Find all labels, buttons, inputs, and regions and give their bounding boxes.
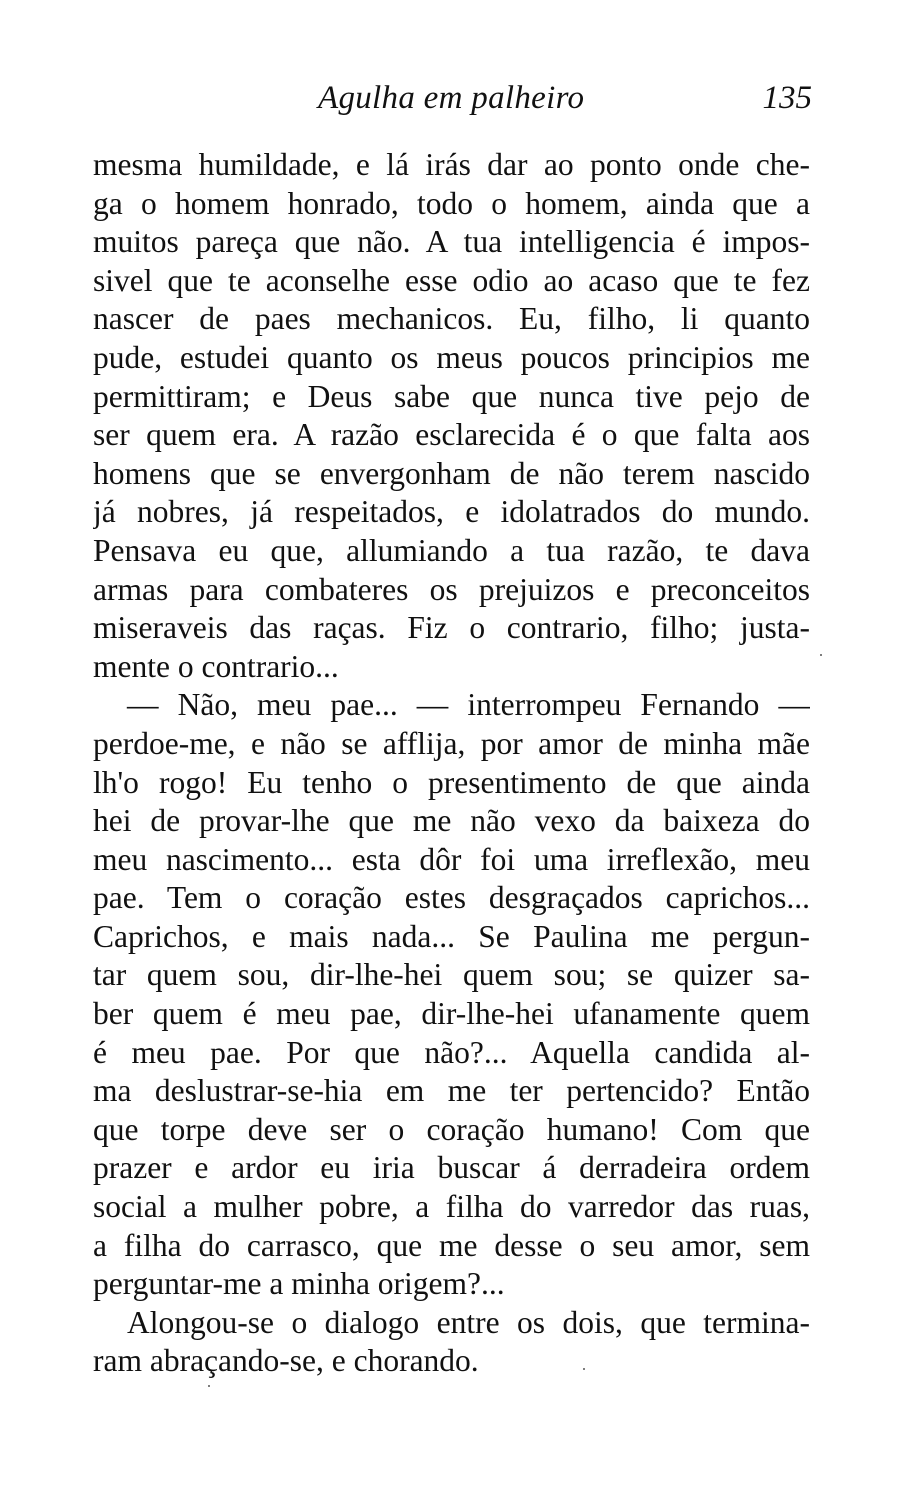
- running-head: [92, 80, 812, 124]
- text-line: mesma humildade, e lá irás dar ao ponto onde che-: [93, 147, 810, 182]
- text-line: social a mulher pobre, a filha do varredor das ruas,: [93, 1189, 810, 1225]
- text-line: Caprichos, e mais nada... Se Paulina me pergun-: [93, 918, 810, 954]
- text-line: ga o homem honrado, todo o homem, ainda que a: [93, 185, 810, 221]
- text-line: permittiram; e Deus sabe que nunca tive pejo de: [93, 378, 810, 414]
- text-line: homens que se envergonham de não terem nascido: [93, 455, 810, 491]
- text-line: mente o contrario...: [93, 648, 339, 684]
- text-line: sivel que te aconselhe esse odio ao acaso que te fez: [93, 262, 810, 298]
- print-speck: [208, 1385, 210, 1387]
- text-line: é meu pae. Por que não?... Aquella candida al-: [93, 1034, 810, 1070]
- paragraph-1: [93, 146, 810, 686]
- text-line: prazer e ardor eu iria buscar á derradeira ordem: [93, 1150, 810, 1186]
- text-line: Alongou-se o dialogo entre os dois, que termina-: [127, 1304, 810, 1340]
- body-text: [93, 146, 810, 1381]
- text-line: miseraveis das raças. Fiz o contrario, filho; justa-: [93, 610, 810, 646]
- text-line: ram abraçando-se, e chorando.: [93, 1343, 479, 1379]
- text-line: a filha do carrasco, que me desse o seu amor, sem: [93, 1227, 810, 1263]
- text-line: — Não, meu pae... — interrompeu Fernando —: [127, 687, 810, 723]
- text-line: muitos pareça que não. A tua intelligencia é impos-: [93, 224, 810, 260]
- running-title: Agulha em palheiro: [318, 80, 585, 116]
- text-line: tar quem sou, dir-lhe-hei quem sou; se quizer sa-: [93, 957, 810, 993]
- text-line: perdoe-me, e não se afflija, por amor de minha mãe: [93, 725, 810, 761]
- text-line: pude, estudei quanto os meus poucos principios me: [93, 339, 810, 375]
- text-line: perguntar-me a minha origem?...: [93, 1266, 505, 1302]
- text-line: pae. Tem o coração estes desgraçados caprichos...: [93, 880, 810, 916]
- text-line: ber quem é meu pae, dir-lhe-hei ufanamente quem: [93, 996, 810, 1032]
- print-speck: [820, 654, 822, 656]
- text-line: que torpe deve ser o coração humano! Com que: [93, 1111, 810, 1147]
- text-line: armas para combateres os prejuizos e preconceitos: [93, 571, 810, 607]
- text-line: ma deslustrar-se-hia em me ter pertencido? Então: [93, 1073, 810, 1109]
- paragraph-3: [93, 1304, 810, 1381]
- text-line: lh'o rogo! Eu tenho o presentimento de que ainda: [93, 764, 810, 800]
- page-number: 135: [762, 80, 812, 116]
- text-line: hei de provar-lhe que me não vexo da baixeza do: [93, 803, 810, 839]
- print-speck: [583, 1368, 585, 1370]
- text-line: meu nascimento... esta dôr foi uma irreflexão, meu: [93, 841, 810, 877]
- text-line: ser quem era. A razão esclarecida é o que falta aos: [93, 417, 810, 453]
- paragraph-2: [93, 686, 810, 1304]
- text-line: Pensava eu que, allumiando a tua razão, te dava: [93, 532, 810, 568]
- text-line: nascer de paes mechanicos. Eu, filho, li quanto: [93, 301, 810, 337]
- text-line: já nobres, já respeitados, e idolatrados do mundo.: [93, 494, 810, 530]
